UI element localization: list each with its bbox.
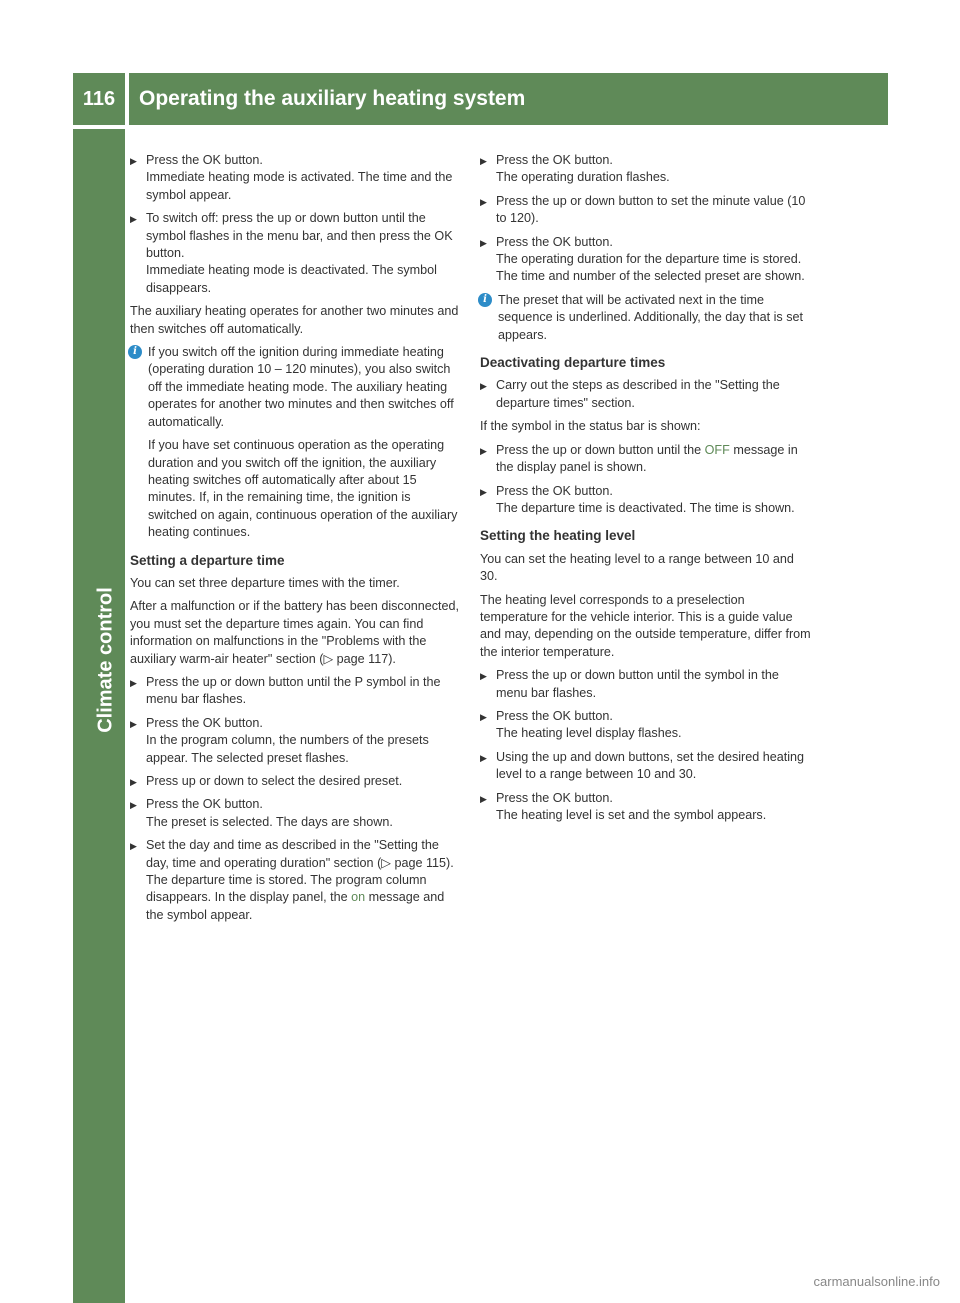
step — [480, 749, 812, 784]
step-result: The heating level display flashes. — [496, 726, 682, 741]
right-column — [480, 152, 812, 830]
step — [480, 442, 812, 477]
step — [480, 152, 812, 187]
step-text: ▶ Press the OK button. — [496, 708, 613, 723]
paragraph: After a malfunction or if the battery has been disconnected, you must set the departure times again. You can find information on malfunctions in the "Problems with the auxiliary warm-air heater" section (▷ page 117). — [130, 599, 460, 666]
step-text: ▶ Press the OK button. — [146, 797, 263, 812]
footer-watermark: carmanualsonline.info — [813, 1274, 940, 1289]
step — [130, 773, 462, 790]
step-text: ▶ Press the up or down button until the symbol in the menu bar flashes. — [496, 668, 779, 700]
info-note — [480, 292, 812, 344]
on-message: on — [351, 890, 366, 905]
section-heading: Deactivating departure times — [480, 355, 666, 371]
step-text: ▶ Press the OK button. — [146, 153, 263, 167]
section-heading: Setting the heating level — [480, 528, 636, 544]
note-text: If you have set continuous operation as the operating duration and you switch off the ignition, the auxiliary heating switches off automatically after about 15 minutes. If, in the remaining time, the ignition is switched on again, continuous operation of the auxiliary heating continues. — [148, 438, 458, 540]
step-result: The operating duration flashes. — [496, 170, 670, 185]
step-result: In the program column, the numbers of the presets appear. The selected preset flashes. — [146, 733, 429, 765]
step-text: ▶ Press the OK button. — [496, 483, 613, 498]
step — [130, 837, 462, 924]
paragraph: The heating level corresponds to a preselection temperature for the vehicle interior. This is a guide value and may, depending on the outside temperature, differ from the interior temperature. — [480, 592, 811, 659]
step-text: ▶ To switch off: press the up or down button until the symbol flashes in the menu bar, and then press the OK button. — [146, 211, 453, 261]
off-message: OFF — [704, 442, 730, 457]
page-header — [73, 73, 888, 125]
section-label: Climate control — [94, 587, 117, 733]
page-number: 116 — [73, 73, 125, 125]
page-title: Operating the auxiliary heating system — [129, 73, 888, 125]
step-text: ▶ Carry out the steps as described in the "Setting the departure times" section. — [496, 378, 780, 410]
step-result: The departure time is deactivated. The time is shown. — [496, 500, 795, 515]
step — [480, 377, 812, 412]
paragraph: The auxiliary heating operates for another two minutes and then switches off automatically. — [130, 304, 459, 336]
step — [480, 708, 812, 743]
note-text: If you switch off the ignition during immediate heating (operating duration 10 – 120 minutes), you also switch off the immediate heating mode. The auxiliary heating operates for another two minutes and then switches off automatically. — [148, 345, 454, 429]
paragraph: You can set the heating level to a range between 10 and 30. — [480, 551, 794, 584]
step — [130, 210, 462, 297]
step-result: Immediate heating mode is activated. The time and the symbol appear. — [146, 170, 453, 202]
paragraph: If the symbol in the status bar is shown: — [480, 419, 701, 434]
step — [130, 796, 462, 831]
step-result: The preset is selected. The days are shown. — [146, 814, 393, 829]
step-text: ▶ Press the up or down button to set the minute value (10 to 120). — [496, 193, 806, 226]
step — [480, 193, 812, 228]
step — [480, 667, 812, 702]
step-text: ▶ Press up or down to select the desired preset. — [146, 774, 403, 788]
step-result: The operating duration for the departure time is stored. The time and number of the selected preset are shown. — [496, 252, 805, 284]
step-text: ▶ Press the OK button. — [496, 234, 613, 249]
step-text: ▶ Press the up or down button until the P symbol in the menu bar flashes. — [146, 674, 441, 707]
step-result: The heating level is set and the symbol appears. — [496, 808, 767, 822]
step-text: ▶ Press the OK button. — [496, 790, 613, 805]
step-text: ▶ Press the OK button. — [146, 715, 263, 730]
step — [130, 715, 462, 767]
step — [130, 152, 462, 204]
step — [130, 674, 462, 709]
step — [480, 790, 812, 825]
info-note — [130, 344, 462, 541]
step-text: ▶ Press the up or down button until the OFF message in the display panel is shown. — [496, 442, 798, 475]
step — [480, 483, 812, 518]
note-text: The preset that will be activated next in the time sequence is underlined. Additionally, the day that is set appears. — [498, 292, 804, 342]
step-result: Immediate heating mode is deactivated. The symbol disappears. — [146, 263, 437, 295]
info-icon: i — [128, 345, 142, 359]
info-icon: i — [478, 293, 492, 307]
step-result: The departure time is stored. The program column disappears. In the display panel, the on message and the symbol appear. — [146, 873, 445, 922]
step-text: ▶ Press the OK button. — [496, 153, 613, 167]
step — [480, 234, 812, 286]
step-text: ▶ Using the up and down buttons, set the desired heating level to a range between 10 and 30. — [496, 749, 805, 782]
left-column — [130, 152, 462, 930]
paragraph: You can set three departure times with the timer. — [130, 575, 400, 590]
step-text: ▶ Set the day and time as described in the "Setting the day, time and operating duration" section (▷ page 115). — [146, 838, 454, 870]
section-heading: Setting a departure time — [130, 552, 285, 568]
